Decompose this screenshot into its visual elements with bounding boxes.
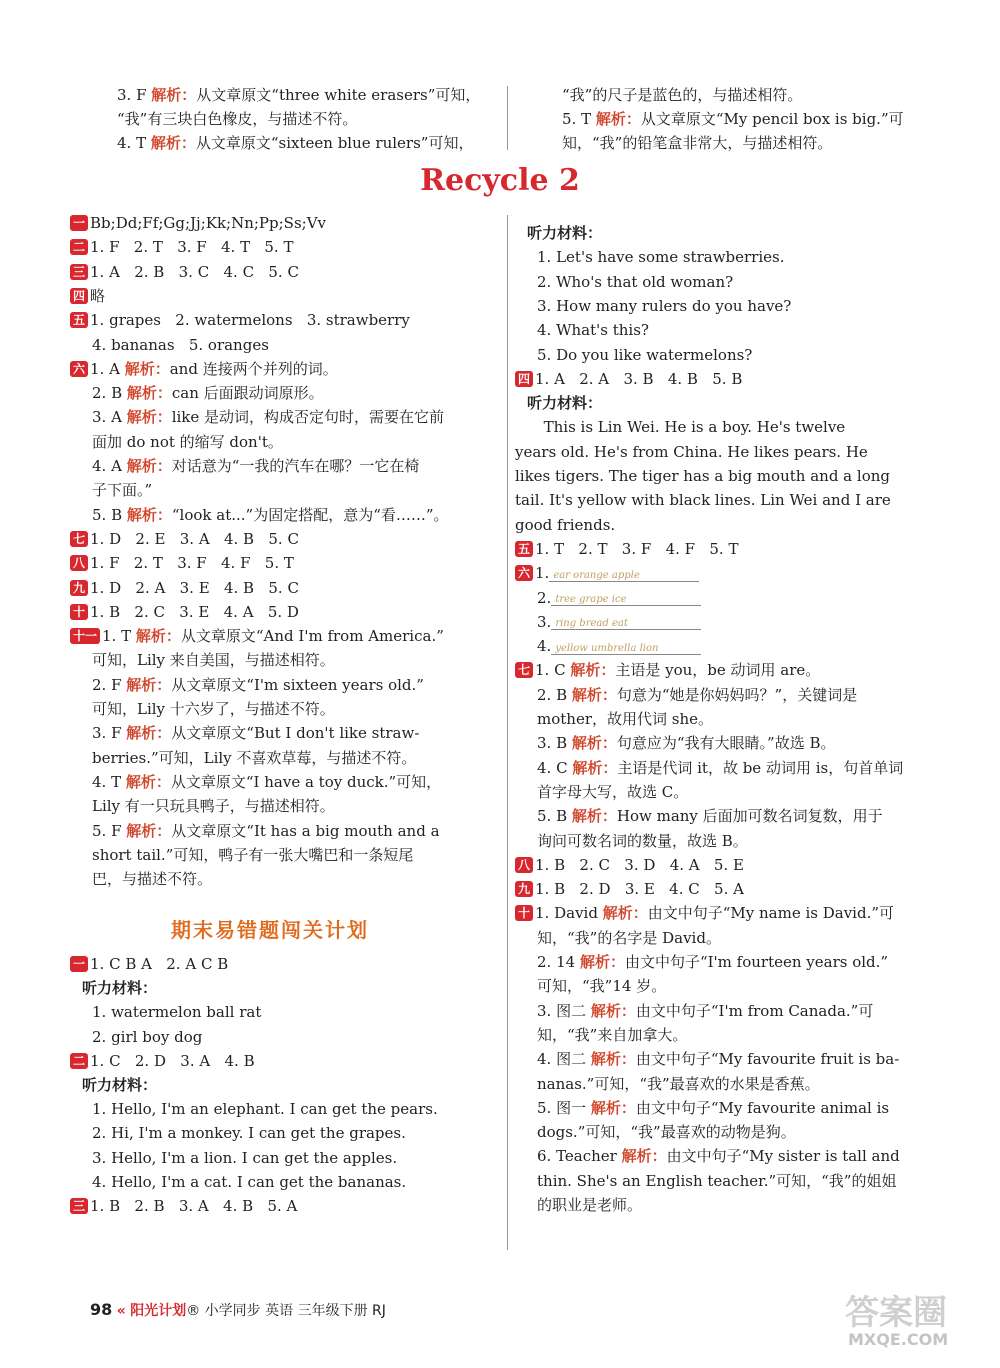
- answer-text: 1. B 2. C 3. E 4. A 5. D: [90, 602, 299, 621]
- explanation-text: 由文中句子“My favourite fruit is ba-: [635, 1050, 900, 1069]
- left2-line: [70, 1050, 255, 1072]
- handwriting-line: [551, 640, 701, 655]
- explanation-text: 主语是代词 it，故 be 动词用 is，句首单词: [617, 758, 904, 777]
- answer-text: 4.: [537, 637, 552, 656]
- answer-text: 4. A: [92, 457, 127, 475]
- right-line: [537, 708, 713, 730]
- answer-text: 3. A: [92, 408, 127, 427]
- answer-text: 1. D 2. A 3. E 4. B 5. C: [90, 578, 299, 597]
- analysis-label: 解析：: [126, 408, 172, 427]
- analysis-label: 解析：: [126, 505, 172, 524]
- explanation-text: 主语是 you，be 动词用 are。: [615, 661, 821, 680]
- handwriting-line: [551, 591, 701, 606]
- explanation-text: dogs.”可知，“我”最喜欢的动物是狗。: [537, 1123, 796, 1142]
- question-number-badge: 四: [515, 371, 533, 387]
- analysis-label: 解析：: [135, 627, 181, 646]
- answer-text: 3. Hello, I'm a lion. I can get the apples.: [92, 1148, 398, 1167]
- explanation-text: nanas.”可知，“我”最喜欢的水果是香蕉。: [537, 1074, 820, 1093]
- analysis-label: 解析：: [571, 734, 617, 753]
- question-number-badge: 七: [515, 662, 533, 678]
- right-line: [537, 1121, 796, 1143]
- left-line: [70, 552, 294, 574]
- analysis-label: 解析：: [126, 724, 172, 743]
- explanation-text: 询问可数名词的数量，故选 B。: [537, 831, 748, 850]
- answer-text: 2. Who's that old woman?: [537, 272, 734, 291]
- analysis-label: 解析：: [126, 821, 172, 840]
- analysis-label: 解析：: [579, 953, 625, 971]
- left-line: [70, 577, 299, 599]
- question-number-badge: 三: [70, 1198, 88, 1214]
- analysis-label: 解析：: [126, 457, 172, 475]
- explanation-text: 从文章原文“It has a big mouth and a: [171, 821, 440, 840]
- left-line: [70, 309, 410, 331]
- answer-text: 3. How many rulers do you have?: [537, 296, 792, 315]
- analysis-label: 解析：: [590, 1001, 636, 1020]
- answer-text: 1. D 2. E 3. A 4. B 5. C: [90, 529, 299, 548]
- listening-label: 听力材料：: [82, 1076, 158, 1094]
- analysis-label: 解析：: [595, 110, 641, 128]
- top_left-line: [117, 108, 357, 130]
- explanation-text: 由文中句子“My favourite animal is: [635, 1098, 890, 1117]
- answer-text: 1. A 2. B 3. C 4. C 5. C: [90, 262, 299, 281]
- answer-text: 2. 14: [537, 953, 580, 971]
- left2-line: [82, 1074, 157, 1096]
- answer-text: Bb;Dd;Ff;Gg;Jj;Kk;Nn;Pp;Ss;Vv: [90, 214, 327, 232]
- right-line: [515, 489, 891, 511]
- answer-text: 1. T: [102, 627, 136, 646]
- right-line: [537, 1024, 687, 1046]
- left-line: [92, 406, 444, 428]
- answer-text: 2. B: [537, 685, 572, 704]
- analysis-label: 解析：: [571, 685, 617, 704]
- right-line: [537, 1000, 873, 1022]
- right-line: [515, 538, 738, 560]
- answer-text: 1. F 2. T 3. F 4. F 5. T: [90, 554, 294, 573]
- right-line: [515, 416, 845, 438]
- left2-line: [92, 1001, 261, 1023]
- answer-text: 5. F: [92, 821, 127, 840]
- explanation-text: Lily 有一只玩具鸭子，与描述相符。: [92, 797, 335, 816]
- explanation-text: 知，“我”的名字是 David。: [537, 928, 721, 947]
- explanation-text: 面加 do not 的缩写 don't。: [92, 432, 283, 451]
- answer-text: 4. Hello, I'm a cat. I can get the bananas.: [92, 1172, 407, 1191]
- answer-text: 1. B 2. B 3. A 4. B 5. A: [90, 1197, 298, 1215]
- explanation-text: 巴，与描述不符。: [92, 870, 213, 889]
- answer-text: 1. Hello, I'm an elephant. I can get the pears.: [92, 1100, 438, 1119]
- left2-line: [70, 1195, 297, 1217]
- answer-text: 1. C 2. D 3. A 4. B: [90, 1051, 255, 1070]
- question-number-badge: 八: [70, 555, 88, 571]
- left-line: [92, 431, 283, 453]
- explanation-text: 从文章原文“sixteen blue rulers”可知，: [195, 134, 474, 152]
- right-line: [537, 1170, 896, 1192]
- right-line: [537, 975, 666, 997]
- answer-text: 3. 图二: [537, 1001, 591, 1020]
- listening-label: 听力材料：: [527, 394, 603, 413]
- analysis-label: 解析：: [602, 904, 648, 923]
- answer-text: 4. T: [92, 772, 126, 791]
- analysis-label: 解析：: [126, 384, 172, 403]
- explanation-text: How many 后面加可数名词复数，用于: [616, 807, 883, 826]
- left-line: [92, 771, 441, 793]
- answer-text: 1. Let's have some strawberries.: [537, 248, 785, 267]
- answer-text: 1.: [535, 564, 550, 583]
- explanation-text: 知，“我”来自加拿大。: [537, 1025, 688, 1044]
- right-line: [537, 344, 752, 366]
- left-line: [70, 601, 299, 623]
- right-line: [515, 514, 615, 536]
- answer-text: 1. watermelon ball rat: [92, 1003, 262, 1022]
- answer-text: 1. C: [535, 661, 571, 680]
- answer-text: 3.: [537, 612, 552, 631]
- answer-text: 4. What's this?: [537, 321, 649, 340]
- question-number-badge: 九: [70, 580, 88, 596]
- explanation-text: 句意应为“我有大眼睛。”故选 B。: [616, 734, 836, 753]
- left-line: [70, 212, 326, 234]
- explanation-text: 可知，Lily 十六岁了，与描述不符。: [92, 700, 335, 718]
- explanation-text: like 是动词，构成否定句时，需要在它前: [171, 408, 445, 427]
- explanation-text: “look at...”为固定搭配，意为“看……”。: [171, 505, 449, 524]
- brand-name: 阳光计划: [130, 1303, 187, 1319]
- right-line: [527, 222, 602, 244]
- question-number-badge: 一: [70, 956, 88, 972]
- explanation-text: 可知，“我”14 岁。: [537, 977, 667, 996]
- analysis-label: 解析：: [150, 134, 196, 152]
- explanation-text: 由文中句子“My name is David.”可: [647, 904, 895, 923]
- right-line: [537, 611, 701, 633]
- explanation-text: “我”有三块白色橡皮，与描述不符。: [117, 110, 358, 128]
- answer-text: 略: [90, 286, 106, 305]
- answer-text: 2. B: [92, 384, 127, 403]
- answer-text: 1. A 2. A 3. B 4. B 5. B: [535, 369, 743, 388]
- handwriting-line: [551, 615, 701, 630]
- handwriting-text: tree grape ice: [555, 594, 627, 605]
- answer-text: 1. B 2. C 3. D 4. A 5. E: [535, 855, 744, 874]
- right-line: [515, 465, 890, 487]
- watermark-url: MXQE.COM: [848, 1330, 949, 1349]
- left-line: [70, 358, 338, 380]
- explanation-text: 从文章原文“My pencil box is big.”可: [640, 110, 904, 128]
- explanation-text: 从文章原文“I have a toy duck.”可知，: [170, 772, 442, 791]
- explanation-text: 从文章原文“I'm sixteen years old.”: [171, 675, 424, 694]
- left-line: [92, 868, 212, 890]
- answer-text: likes tigers. The tiger has a big mouth and a long: [515, 467, 890, 485]
- top_left-line: [117, 84, 480, 106]
- question-number-badge: 三: [70, 264, 88, 280]
- right-line: [527, 392, 602, 414]
- answer-text: 1. T 2. T 3. F 4. F 5. T: [535, 539, 739, 558]
- right-line: [537, 587, 701, 609]
- right-line: [515, 562, 699, 584]
- listening-label: 听力材料：: [527, 224, 603, 242]
- answer-text: 1. David: [535, 904, 603, 923]
- answer-text: 4. T: [117, 134, 151, 152]
- explanation-text: berries.”可知，Lily 不喜欢草莓，与描述不符。: [92, 748, 417, 767]
- answer-text: 4. bananas 5. oranges: [92, 335, 269, 354]
- left-line: [92, 795, 335, 817]
- answer-text: 4. C: [537, 758, 573, 777]
- left-line: [92, 820, 440, 842]
- left-line: [70, 285, 105, 307]
- explanation-text: “我”的尺子是蓝色的，与描述相符。: [562, 86, 803, 104]
- left-line: [92, 698, 335, 720]
- handwriting-text: ear orange apple: [553, 569, 640, 581]
- question-number-badge: 六: [70, 361, 88, 377]
- question-number-badge: 一: [70, 215, 88, 231]
- left-line: [92, 844, 413, 866]
- explanation-text: 子下面。”: [92, 481, 153, 500]
- left-line: [70, 236, 293, 258]
- page-footer: [90, 1300, 386, 1320]
- right-line: [537, 246, 785, 268]
- right-line: [537, 1097, 889, 1119]
- answer-text: 1. A: [90, 359, 125, 378]
- explanation-text: 的职业是老师。: [537, 1196, 643, 1214]
- answer-text: good friends.: [515, 515, 616, 534]
- answer-text: 2. F: [92, 675, 127, 694]
- answer-text: tail. It's yellow with black lines. Lin Wei and I are: [515, 491, 891, 510]
- right-line: [537, 1145, 900, 1167]
- top_right-line: [562, 84, 802, 106]
- left-line: [92, 747, 416, 769]
- right-line: [537, 805, 883, 827]
- answer-text: 5. Do you like watermelons?: [537, 345, 753, 364]
- answer-text: years old. He's from China. He likes pears. He: [515, 442, 868, 461]
- answer-text: 5. T: [562, 110, 596, 128]
- answer-text: 4. 图二: [537, 1050, 591, 1069]
- question-number-badge: 四: [70, 288, 88, 304]
- handwriting-text: yellow umbrella lion: [555, 642, 659, 654]
- explanation-text: 首字母大写，故选 C。: [537, 782, 689, 801]
- left-line: [70, 625, 444, 647]
- explanation-text: 对话意为“一我的汽车在哪？一它在椅: [171, 457, 420, 475]
- right-line: [515, 368, 742, 390]
- right-line: [537, 781, 688, 803]
- right-line: [537, 271, 733, 293]
- right-line: [537, 319, 649, 341]
- answer-text: 5. B: [92, 505, 127, 524]
- analysis-label: 解析：: [621, 1147, 667, 1166]
- analysis-label: 解析：: [590, 1098, 636, 1117]
- right-line: [537, 830, 748, 852]
- left2-line: [82, 977, 157, 999]
- section-title: Recycle 2: [420, 163, 580, 198]
- top_right-line: [562, 108, 904, 130]
- right-line: [537, 295, 791, 317]
- answer-text: 3. F: [117, 86, 152, 104]
- left-line: [70, 261, 299, 283]
- subsection-title: 期末易错题闯关计划: [171, 918, 369, 942]
- question-number-badge: 二: [70, 1053, 88, 1069]
- left-line: [92, 455, 419, 477]
- page-number: 98: [90, 1300, 113, 1319]
- analysis-label: 解析：: [124, 359, 170, 378]
- right-line: [537, 732, 836, 754]
- footer-text: ® 小学同步 英语 三年级下册 RJ: [186, 1303, 386, 1319]
- analysis-label: 解析：: [590, 1050, 636, 1069]
- explanation-text: 知，“我”的铅笔盒非常大，与描述相符。: [562, 134, 833, 152]
- explanation-text: 从文章原文“three white erasers”可知，: [196, 86, 481, 104]
- right-line: [537, 757, 903, 779]
- explanation-text: short tail.”可知，鸭子有一张大嘴巴和一条短尾: [92, 845, 414, 864]
- explanation-text: 可知，Lily 来自美国，与描述相符。: [92, 651, 335, 670]
- question-number-badge: 九: [515, 881, 533, 897]
- analysis-label: 解析：: [151, 86, 197, 104]
- left-line: [92, 504, 449, 526]
- question-number-badge: 六: [515, 565, 533, 581]
- explanation-text: mother，故用代词 she。: [537, 710, 713, 728]
- question-number-badge: 二: [70, 239, 88, 255]
- left-line: [92, 479, 152, 501]
- right-line: [515, 902, 894, 924]
- question-number-badge: 十: [515, 905, 533, 921]
- column-divider-top: [507, 86, 508, 150]
- left2-line: [92, 1147, 397, 1169]
- answer-text: 1. C B A 2. A C B: [90, 955, 229, 973]
- right-line: [537, 951, 888, 973]
- question-number-badge: 十一: [70, 628, 100, 644]
- handwriting-line: [549, 567, 699, 582]
- answer-text: 3. B: [537, 734, 572, 753]
- column-divider: [507, 215, 508, 1250]
- explanation-text: 句意为“她是你妈妈吗？”，关键词是: [616, 685, 858, 704]
- answer-text: 2.: [537, 588, 552, 607]
- right-line: [515, 659, 820, 681]
- explanation-text: can 后面跟动词原形。: [171, 384, 324, 403]
- analysis-label: 解析：: [571, 807, 617, 826]
- listening-label: 听力材料：: [82, 979, 158, 998]
- answer-text: 5. 图一: [537, 1098, 591, 1117]
- left2-line: [92, 1171, 406, 1193]
- right-line: [537, 1194, 642, 1216]
- right-line: [515, 878, 744, 900]
- explanation-text: 从文章原文“But I don't like straw-: [171, 724, 420, 743]
- double-chevron-icon: «: [116, 1303, 126, 1319]
- handwriting-text: ring bread eat: [555, 618, 628, 630]
- answer-text: This is Lin Wei. He is a boy. He's twelve: [515, 418, 846, 437]
- right-line: [537, 927, 721, 949]
- right-line: [537, 635, 701, 657]
- answer-text: 1. B 2. D 3. E 4. C 5. A: [535, 880, 744, 899]
- left-line: [92, 722, 419, 744]
- top_right-line: [562, 132, 832, 154]
- right-line: [537, 684, 857, 706]
- left2-line: [92, 1026, 202, 1048]
- explanation-text: 从文章原文“And I'm from America.”: [180, 627, 444, 646]
- question-number-badge: 十: [70, 604, 88, 620]
- left-line: [92, 649, 335, 671]
- question-number-badge: 五: [515, 541, 533, 557]
- explanation-text: 由文中句子“My sister is tall and: [666, 1147, 900, 1166]
- right-line: [537, 1048, 899, 1070]
- top_left-line: [117, 132, 473, 154]
- answer-text: 3. F: [92, 724, 127, 743]
- answer-text: 1. F 2. T 3. F 4. T 5. T: [90, 238, 294, 257]
- analysis-label: 解析：: [570, 661, 616, 680]
- explanation-text: 由文中句子“I'm from Canada.”可: [635, 1001, 874, 1020]
- left-line: [92, 334, 269, 356]
- explanation-text: and 连接两个并列的词。: [169, 359, 338, 378]
- right-line: [515, 854, 744, 876]
- left2-line: [92, 1122, 406, 1144]
- answer-text: 6. Teacher: [537, 1147, 622, 1166]
- right-line: [537, 1073, 820, 1095]
- explanation-text: 由文中句子“I'm fourteen years old.”: [624, 953, 889, 971]
- analysis-label: 解析：: [126, 675, 172, 694]
- explanation-text: thin. She's an English teacher.”可知，“我”的姐姐: [537, 1171, 897, 1190]
- left2-line: [92, 1098, 438, 1120]
- answer-text: 1. grapes 2. watermelons 3. strawberry: [90, 311, 410, 330]
- left-line: [92, 674, 424, 696]
- analysis-label: 解析：: [125, 772, 171, 791]
- analysis-label: 解析：: [572, 758, 618, 777]
- question-number-badge: 七: [70, 531, 88, 547]
- left-line: [92, 382, 324, 404]
- left-line: [70, 528, 299, 550]
- question-number-badge: 八: [515, 857, 533, 873]
- watermark-logo: 答案圈: [845, 1293, 947, 1333]
- question-number-badge: 五: [70, 312, 88, 328]
- left2-line: [70, 953, 228, 975]
- answer-text: 2. Hi, I'm a monkey. I can get the grapes.: [92, 1124, 406, 1143]
- answer-text: 2. girl boy dog: [92, 1027, 203, 1046]
- right-line: [515, 441, 868, 463]
- answer-text: 5. B: [537, 807, 572, 826]
